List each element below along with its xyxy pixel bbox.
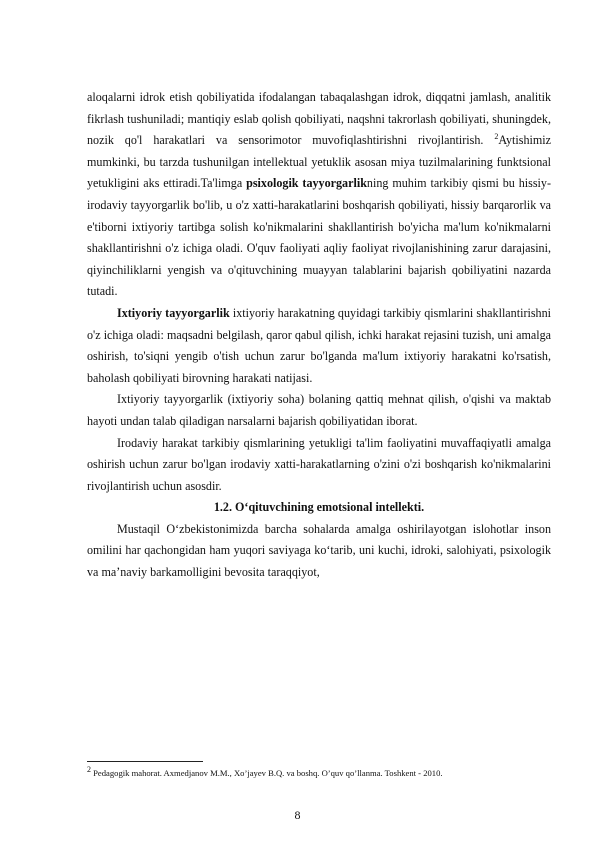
page-number: 8 xyxy=(294,808,301,822)
paragraph-3: Ixtiyoriy tayyorgarlik (ixtiyoriy soha) bolaning qattiq mehnat qilish, o'qishi va maktab hayoti undan talab qiladigan narsalarni bajarish qobiliyatidan iborat. xyxy=(87,392,551,428)
paragraph-1-text-c: ning muhim tarkibiy qismi bu hissiy-irodaviy tayyorgarlik bo'lib, u o'z xatti-harakatlarini boshqarish qobiliyati, hissiy barqarorlik va e'tiborni ixtiyoriy tartibga solish ko'nikmalarini shakllantirish bo'yicha ma'lum ko'nikmalarni shakllantirishni o'z ichiga oladi. O'quv faoliyati aqliy faoliyat rivojlanishining zarur darajasini, qiyinchiliklarni yengish va o'qituvchining muayyan talablarini bajarish qobiliyatini nazarda tutadi. xyxy=(87,176,551,299)
footnote-divider xyxy=(87,761,203,762)
paragraph-2 xyxy=(87,303,551,389)
footnote-mark: 2 xyxy=(87,765,91,775)
paragraph-1-text-a: aloqalarni idrok etish qobiliyatida ifodalangan tabaqalashgan idrok, diqqatni jamlash, analitik fikrlash tushuniladi; mantiqiy eslab qolish qobiliyati, naqshni takrorlash qobiliyati, shuningdek, nozik qo'l harakatlari va sensorimotor muvofiqlashtirishni rivojlantirish. xyxy=(87,90,551,148)
paragraph-4: Irodaviy harakat tarkibiy qismlarining yetukligi ta'lim faoliyatini muvaffaqiyatli amalga oshirish uchun zarur bo'lgan irodaviy xatti-harakatlarning o'zini o'zi boshqarish ko'nikmalarini rivojlantirish uchun asosdir. xyxy=(87,435,551,493)
paragraph-2-text: ixtiyoriy harakatning quyidagi tarkibiy qismlarini shakllantirishni o'z ichiga oladi: maqsadni belgilash, qaror qabul qilish, ichki harakat rejasini tuzish, uni amalga oshirish, to'siqni yengib o'tish uchun zarur bo'lganda ma'lum ixtiyoriy harakatni ko'rsatish, baholash qobiliyati birovning harakati natijasi. xyxy=(87,305,551,385)
bold-term-psixologik: psixologik tayyorgarlik xyxy=(246,176,367,191)
paragraph-1 xyxy=(87,87,551,303)
body-text xyxy=(87,87,551,584)
footnote-reference: 2 xyxy=(494,132,499,142)
footnote xyxy=(87,765,557,779)
paragraph-1-text-b: Aytishimiz mumkinki, bu tarzda tushunilgan intellektual yetuklik asosan miya tuzilmalarining funktsional yetukligini aks ettiradi.Ta'limga xyxy=(87,133,552,191)
footnote-text: Pedagogik mahorat. Axmedjanov M.M., Xo’jayev B.Q. va boshq. O’quv qo’llanma. Toshkent - 2010. xyxy=(91,768,443,778)
bold-term-ixtiyoriy: Ixtiyoriy tayyorgarlik xyxy=(117,305,230,320)
section-heading: 1.2. O‘qituvchining emotsional intellekti. xyxy=(213,500,425,515)
paragraph-5: Mustaqil O‘zbekistonimizda barcha sohalarda amalga oshirilayotgan islohotlar inson omilini har qachongidan ham yuqori saviyaga ko‘tarib, uni kuchi, idroki, salohiyati, psixologik va ma’naviy barkamolligini bevosita taraqqiyot, xyxy=(87,521,551,580)
